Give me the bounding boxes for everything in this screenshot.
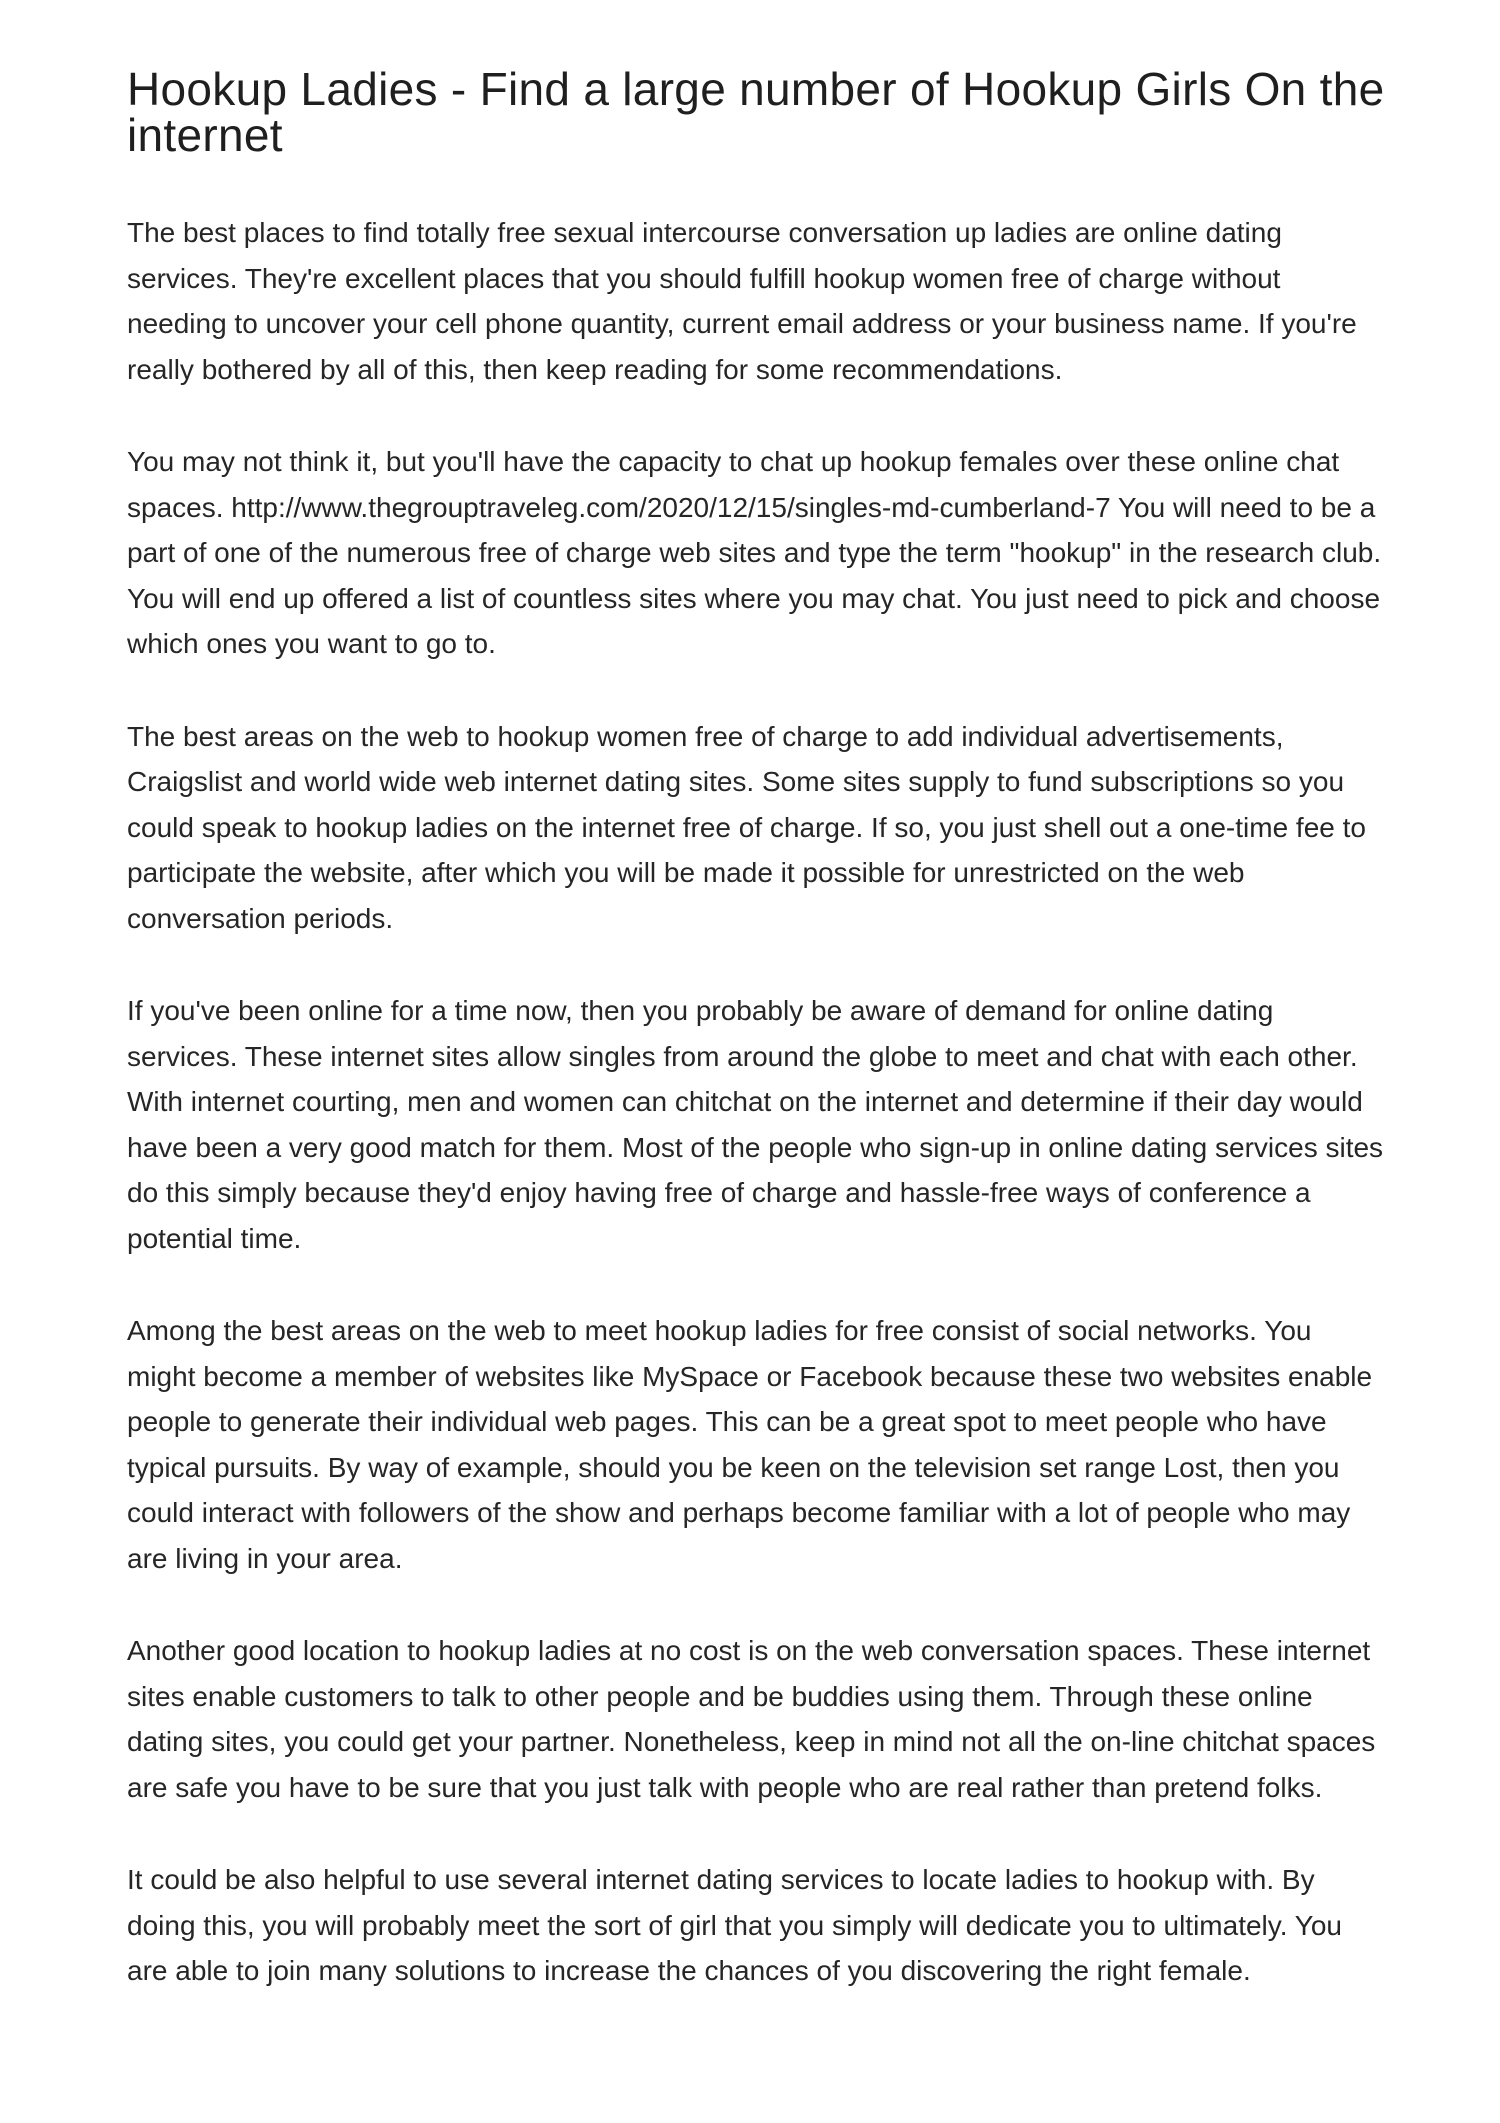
paragraph-1: The best places to find totally free sexual intercourse conversation up ladies are online dating services. They're excellent places that you should fulfill hookup women free of charge without needing to uncover your cell phone quantity, current email address or your business name. If you're really bothered by all of this, then keep reading for some recommendations. <box>127 217 1357 385</box>
document-page <box>127 63 1387 1994</box>
paragraph-4: If you've been online for a time now, then you probably be aware of demand for online dating services. These internet sites allow singles from around the globe to meet and chat with each other. With internet courting, men and women can chitchat on the internet and determine if their day would have been a very good match for them. Most of the people who sign-up in online dating services sites do this simply because they'd enjoy having free of charge and hassle-free ways of conference a potential time. <box>127 995 1384 1254</box>
paragraph-5: Among the best areas on the web to meet hookup ladies for free consist of social networks. You might become a member of websites like MySpace or Facebook because these two websites enable people to generate their individual web pages. This can be a great spot to meet people who have typical pursuits. By way of example, should you be keen on the television set range Lost, then you could interact with followers of the show and perhaps become familiar with a lot of people who may are living in your area. <box>127 1315 1373 1574</box>
document-title: Hookup Ladies - Find a large number of Hookup Girls On the internet <box>127 63 1385 161</box>
paragraph-3: The best areas on the web to hookup women free of charge to add individual advertisements, Craigslist and world wide web internet dating sites. Some sites supply to fund subscriptions so you could speak to hookup ladies on the internet free of charge. If so, you just shell out a one-time fee to participate the website, after which you will be made it possible for unrestricted on the web conversation periods. <box>127 720 1366 934</box>
paragraph-2: You may not think it, but you'll have the capacity to chat up hookup females over these online chat spaces. http://www.thegrouptraveleg.com/2020/12/15/singles-md-cumberland-7 You will need to be a part of one of the numerous free of charge web sites and type the term "hookup" in the research club. You will end up offered a list of countless sites where you may chat. You just need to pick and choose which ones you want to go to. <box>127 446 1382 659</box>
paragraph-7: It could be also helpful to use several internet dating services to locate ladies to hookup with. By doing this, you will probably meet the sort of girl that you simply will dedicate you to ultimately. You are able to join many solutions to increase the chances of you discovering the right female. <box>127 1864 1342 1986</box>
paragraph-6: Another good location to hookup ladies at no cost is on the web conversation spaces. These internet sites enable customers to talk to other people and be buddies using them. Through these online dating sites, you could get your partner. Nonetheless, keep in mind not all the on-line chitchat spaces are safe you have to be sure that you just talk with people who are real rather than pretend folks. <box>127 1635 1376 1803</box>
document-body <box>127 210 1387 1994</box>
